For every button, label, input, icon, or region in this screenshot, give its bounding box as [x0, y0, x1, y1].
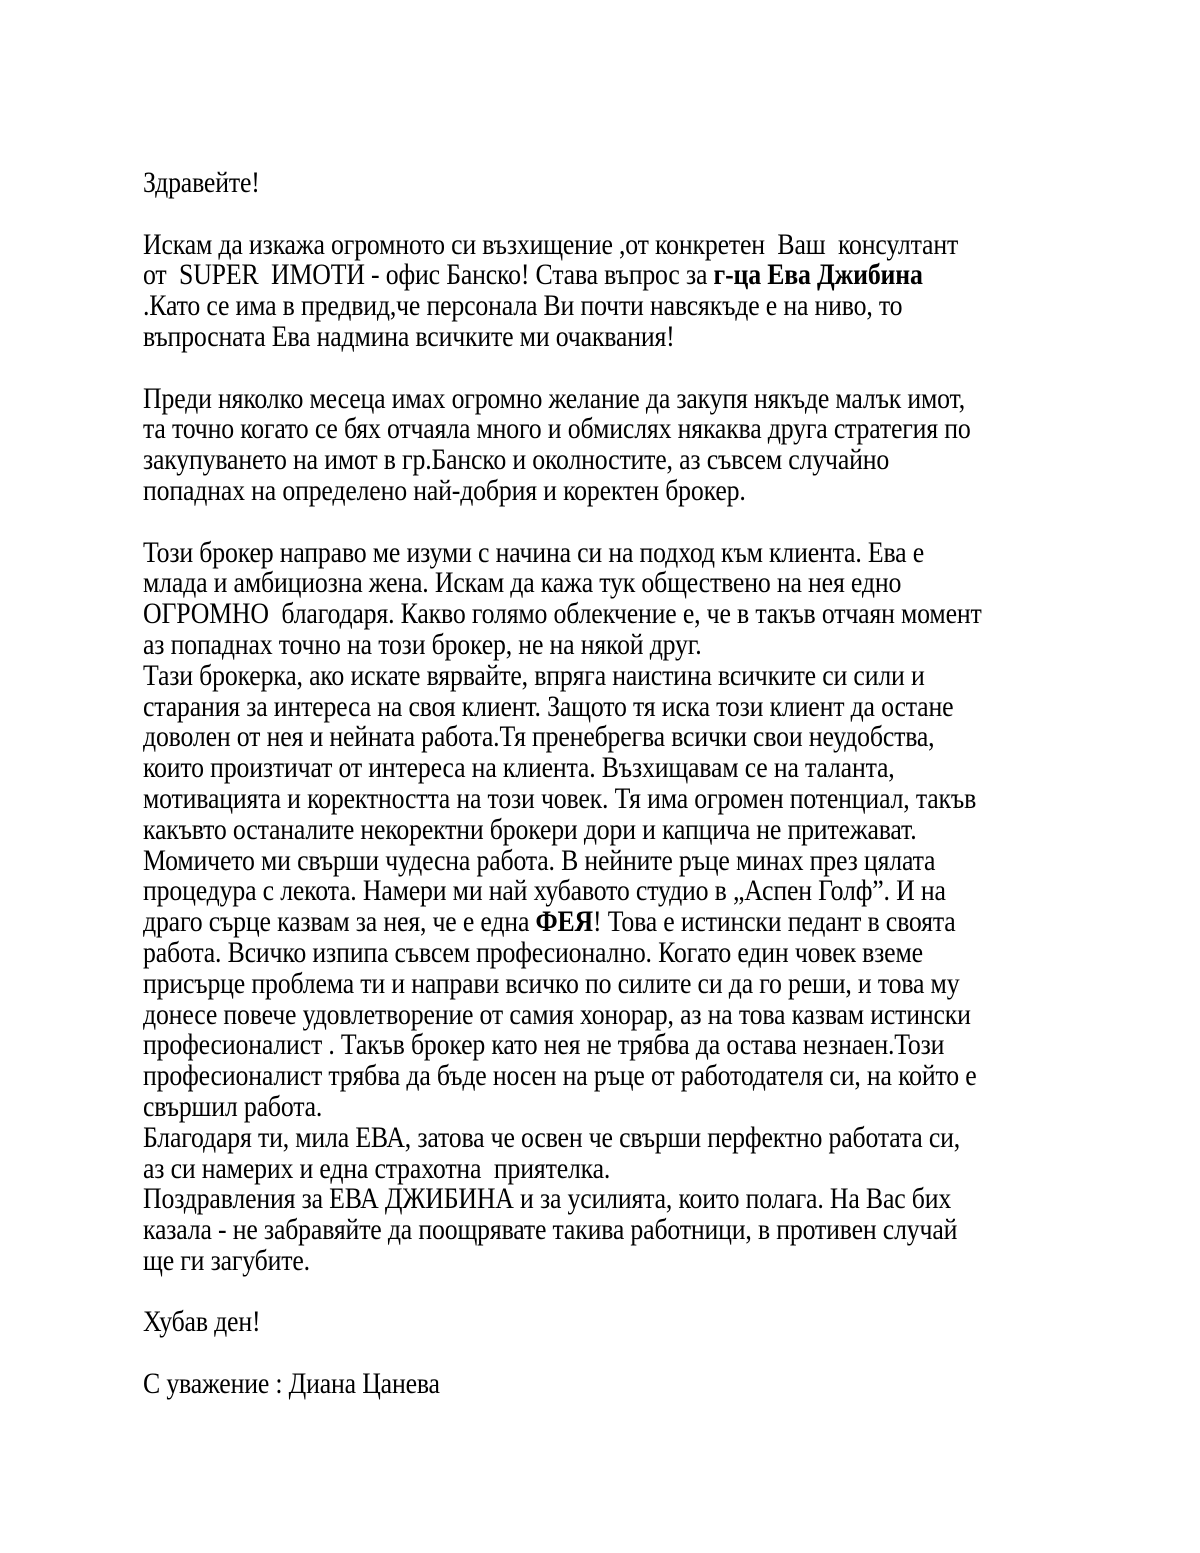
closing	[143, 1307, 1120, 1338]
text-line	[143, 935, 983, 969]
text-segment: професионалист трябва да бъде носен на ръце от работодателя си, на който е	[143, 1059, 977, 1093]
text-segment: присърце проблема ти и направи всичко по силите си да го реши, и това му	[143, 966, 960, 1000]
text-line	[143, 260, 983, 291]
text-line	[143, 1369, 983, 1400]
text-line	[143, 381, 983, 415]
paragraph-work-quality	[143, 843, 1120, 1123]
text-segment: процедура с лекота. Намери ми най хубавото студио в „Аспен Голф”. И на	[143, 874, 946, 908]
text-line	[143, 168, 983, 199]
paragraph-broker-dedication	[143, 658, 1120, 846]
text-line	[143, 722, 983, 753]
paragraph-broker-approach	[143, 535, 1120, 661]
text-line	[143, 568, 983, 599]
text-line	[143, 1184, 983, 1215]
text-line	[143, 599, 983, 630]
text-line	[143, 1307, 983, 1338]
text-line	[143, 876, 983, 907]
text-segment: Тази брокерка, ако искате вярвайте, впряга наистина всичките си сили и	[143, 658, 925, 692]
text-line	[143, 535, 983, 569]
paragraph-thanks	[143, 1120, 1120, 1185]
text-line	[143, 1151, 983, 1185]
text-segment: Искам да изкажа огромното си възхищение ,от конкретен Ваш консултант	[143, 227, 959, 261]
text-segment: които произтичат от интереса на клиента. Възхищавам се на таланта,	[143, 751, 895, 785]
text-line	[143, 781, 983, 815]
text-line	[143, 227, 983, 261]
text-line	[143, 1120, 983, 1154]
text-line	[143, 1243, 983, 1277]
bold-text: ФЕЯ	[535, 905, 593, 939]
text-line	[143, 291, 983, 322]
text-segment: та точно когато се бях отчаяла много и обмислях някаква друга стратегия по	[143, 412, 971, 446]
text-segment: старания за интереса на своя клиент. Защото тя иска този клиент да остане	[143, 689, 954, 723]
text-segment: свършил работа.	[143, 1089, 323, 1123]
text-segment: Този брокер направо ме изуми с начина си на подход към клиента. Ева е	[143, 535, 924, 569]
text-segment: ОГРОМНО благодаря. Какво голямо облекчение е, че в такъв отчаян момент	[143, 597, 982, 631]
text-line	[143, 907, 983, 938]
text-segment: закупуването на имот в гр.Банско и околностите, аз съвсем случайно	[143, 443, 890, 477]
text-segment: въпросната Ева надмина всичките ми очаквания!	[143, 319, 675, 353]
text-segment: професионалист . Такъв брокер като нея не трябва да остава незнаен.Този	[143, 1028, 945, 1062]
text-line	[143, 627, 983, 661]
text-segment: ще ги загубите.	[143, 1243, 310, 1277]
text-segment: какъвто останалите некоректни брокери дори и капцича не притежават.	[143, 812, 917, 846]
text-segment: млада и амбициозна жена. Искам да кажа тук обществено на нея едно	[143, 566, 902, 600]
text-line	[143, 445, 983, 476]
text-segment: С уважение : Диана Цанева	[143, 1367, 440, 1401]
text-line	[143, 658, 983, 692]
text-line	[143, 1215, 983, 1246]
signature	[143, 1369, 1120, 1400]
text-line	[143, 812, 983, 846]
bold-text: г-ца Ева Джибина	[713, 258, 923, 292]
text-segment: работа. Всичко изпипа съвсем професионално. Когато един човек вземе	[143, 935, 923, 969]
text-segment: доволен от нея и нейната работа.Тя пренебрегва всички свои неудобства,	[143, 720, 935, 754]
text-segment: попаднах на определено най-добрия и коректен брокер.	[143, 473, 746, 507]
text-line	[143, 689, 983, 723]
text-line	[143, 319, 983, 353]
paragraph-background	[143, 381, 1120, 507]
paragraph-admiration	[143, 227, 1120, 353]
text-segment: Здравейте!	[143, 166, 260, 199]
greeting	[143, 168, 1120, 199]
text-line	[143, 1030, 983, 1061]
text-segment: ! Това е истински педант в своята	[592, 905, 956, 939]
text-segment: Хубав ден!	[143, 1305, 261, 1339]
text-segment: Преди няколко месеца имах огромно желание да закупя някъде малък имот,	[143, 381, 966, 415]
text-segment: Благодаря ти, мила ЕВА, затова че освен че свърши перфектно работата си,	[143, 1120, 961, 1154]
text-line	[143, 843, 983, 877]
text-segment: аз си намерих и една страхотна приятелка.	[143, 1151, 611, 1185]
text-line	[143, 1089, 983, 1123]
text-segment: Поздравления за ЕВА ДЖИБИНА и за усилията, които полага. На Вас бих	[143, 1182, 952, 1216]
text-segment: аз попаднах точно на този брокер, не на някой друг.	[143, 627, 702, 661]
text-line	[143, 414, 983, 445]
text-line	[143, 473, 983, 507]
text-line	[143, 997, 983, 1031]
text-segment: казала - не забравяйте да поощрявате такива работници, в противен случай	[143, 1213, 958, 1247]
text-segment: донесе повече удовлетворение от самия хонорар, аз на това казвам истински	[143, 997, 971, 1031]
text-line	[143, 1061, 983, 1092]
text-segment: драго сърце казвам за нея, че е една	[143, 905, 536, 939]
text-segment: .Като се има в предвид,че персонала Ви почти навсякъде е на ниво, то	[143, 289, 903, 323]
text-line	[143, 966, 983, 1000]
text-segment: от SUPER ИМОТИ - офис Банско! Става въпрос за	[143, 258, 714, 292]
text-segment: Момичето ми свърши чудесна работа. В нейните ръце минах през цялата	[143, 843, 936, 877]
text-segment: мотивацията и коректността на този човек. Тя има огромен потенциал, такъв	[143, 781, 977, 815]
paragraph-congratulations	[143, 1184, 1120, 1276]
text-line	[143, 753, 983, 784]
